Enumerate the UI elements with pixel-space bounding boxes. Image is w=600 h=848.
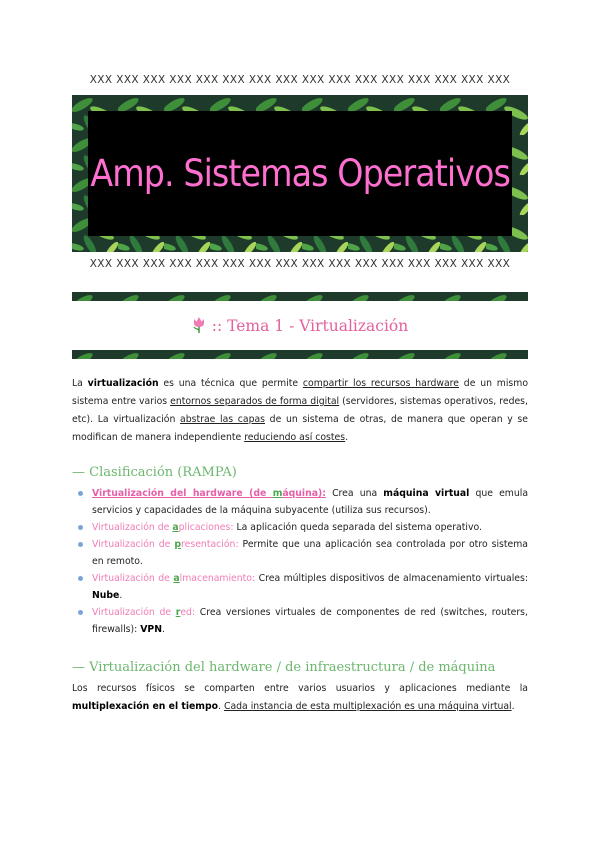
classification-list — [92, 485, 528, 638]
section-heading-clasificacion: — Clasificación (RAMPA) — [72, 465, 237, 480]
leaf-strip-top — [72, 292, 528, 301]
tulip-icon — [192, 316, 206, 334]
section-heading-hardware: — Virtualización del hardware / de infraestructura / de máquina — [72, 660, 496, 675]
hardware-paragraph: Los recursos físicos se comparten entre varios usuarios y aplicaciones mediante la multiplexación en el tiempo. Cada instancia de esta multiplexación es una máquina virtual. — [72, 683, 528, 712]
list-item: Virtualización de almacenamiento: Crea múltiples dispositivos de almacenamiento virtuales: Nube. — [92, 570, 528, 604]
topic-heading — [72, 316, 528, 335]
leaf-strip-bottom — [72, 350, 528, 359]
document-title: Amp. Sistemas Operativos — [90, 152, 510, 195]
list-item: Virtualización de presentación: Permite que una aplicación sea controlada por otro sistema en remoto. — [92, 536, 528, 570]
topic-title: :: Tema 1 - Virtualización — [211, 317, 409, 335]
decorative-x-row-top: XXX XXX XXX XXX XXX XXX XXX XXX XXX XXX XXX XXX XXX XXX XXX XXX — [89, 74, 511, 86]
title-box — [88, 111, 512, 236]
intro-paragraph: La virtualización es una técnica que permite compartir los recursos hardware de un mismo sistema entre varios entornos separados de forma digital (servidores, sistemas operativos, redes, etc). La virtualización abstrae las capas de un sistema de otras, de manera que operan y se modifican de manera independiente reduciendo así costes. — [72, 378, 529, 443]
list-item: Virtualización del hardware (de máquina): Crea una máquina virtual que emula servicios y capacidades de la máquina subyacente (utiliza sus recursos). — [92, 485, 528, 519]
list-item: Virtualización de aplicaciones: La aplicación queda separada del sistema operativo. — [92, 519, 528, 536]
list-item: Virtualización de red: Crea versiones virtuales de componentes de red (switches, routers, firewalls): VPN. — [92, 604, 528, 638]
decorative-x-row-bottom: XXX XXX XXX XXX XXX XXX XXX XXX XXX XXX XXX XXX XXX XXX XXX XXX — [89, 258, 511, 270]
